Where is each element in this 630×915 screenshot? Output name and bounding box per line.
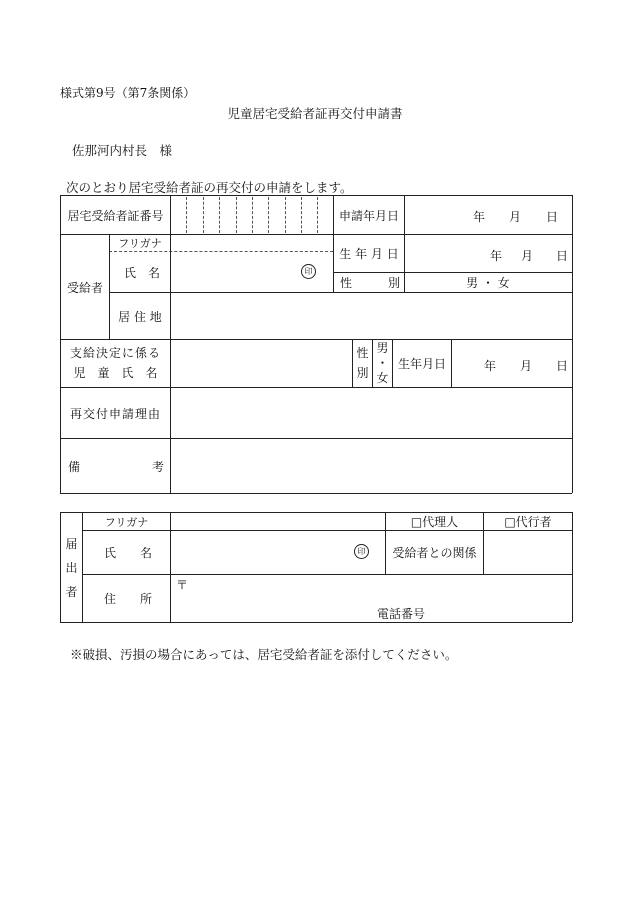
digit-divider (317, 197, 318, 233)
digit-divider (301, 197, 302, 233)
applicant-label-char: 者 (65, 584, 78, 599)
child-birth-field[interactable] (452, 340, 571, 387)
applicant-label (61, 513, 82, 622)
remarks-label (68, 439, 164, 493)
addressee: 佐那河内村長 様 (72, 143, 173, 158)
applicant-name-label-part: 名 (139, 546, 152, 560)
relation-field[interactable] (484, 531, 572, 574)
child-sex-dot: ・ (376, 356, 389, 370)
residence-label: 居 住 地 (118, 309, 162, 324)
child-name-label (61, 340, 170, 387)
digit-divider (186, 197, 187, 233)
applicant-address-label-part: 住 (104, 592, 117, 606)
child-sex-label-part: 性 (356, 346, 369, 361)
applicant-label-char: 出 (65, 560, 78, 575)
digit-divider (268, 197, 269, 233)
sex-options[interactable]: 男 ・ 女 (466, 276, 510, 290)
remarks-label-part: 考 (151, 459, 164, 474)
sex-label (340, 273, 400, 292)
app-date-day: 日 (546, 210, 559, 224)
name-label-part: 名 (147, 265, 160, 280)
intro-text: 次のとおり居宅受給者証の再交付の申請をします。 (66, 180, 353, 195)
child-label-line: 児 童 氏 名 (73, 365, 158, 380)
application-date-label: 申請年月日 (338, 208, 399, 223)
applicant-address-label-part: 所 (139, 592, 152, 606)
application-date-field[interactable] (405, 196, 571, 234)
birth-date-label: 生 年 月 日 (339, 247, 399, 261)
seal-mark-icon: 印 (301, 264, 316, 279)
child-birth-day: 日 (556, 359, 569, 373)
recipient-label: 受給者 (66, 280, 103, 295)
child-sex-male: 男 (376, 341, 389, 355)
applicant-furigana-label: フリガナ (104, 515, 149, 529)
birth-date-month: 月 (521, 249, 534, 263)
digit-divider (252, 197, 253, 233)
applicant-name-label (104, 531, 152, 574)
child-name-field[interactable] (171, 340, 352, 387)
name-label-part: 氏 (124, 265, 137, 280)
residence-field[interactable] (171, 293, 571, 339)
applicant-seal-icon: 印 (354, 544, 369, 559)
child-label-line: 支給決定に係る (69, 346, 161, 361)
digit-divider (219, 197, 220, 233)
child-birth-year: 年 (484, 359, 497, 373)
reissue-reason-field[interactable] (171, 388, 571, 438)
table1-border-bottom (60, 493, 572, 494)
form-number: 様式第9号（第7条関係） (60, 86, 196, 100)
relation-label: 受給者との関係 (392, 546, 477, 560)
digit-divider (236, 197, 237, 233)
applicant-furigana-field[interactable] (171, 513, 385, 530)
table2-border-bottom (60, 622, 572, 623)
table1-border-right (572, 195, 573, 493)
app-date-month: 月 (509, 210, 522, 224)
child-sex-female: 女 (376, 371, 389, 385)
sex-label-part: 別 (387, 276, 400, 290)
applicant-address-field[interactable] (171, 575, 571, 622)
footer-note: ※破損、汚損の場合にあっては、居宅受給者証を添付してください。 (70, 647, 458, 662)
proxy-checkbox[interactable]: □代行者 (504, 515, 552, 529)
cert-number-label: 居宅受給者証番号 (67, 208, 164, 223)
furigana-field[interactable] (171, 235, 333, 251)
digit-divider (285, 197, 286, 233)
child-sex-options[interactable] (373, 340, 392, 387)
reissue-reason-label: 再交付申請理由 (69, 406, 161, 421)
applicant-label-char: 届 (65, 536, 78, 551)
postal-mark: 〒 (176, 578, 189, 592)
child-birth-month: 月 (520, 359, 533, 373)
applicant-name-field[interactable] (171, 531, 385, 574)
child-sex-label (353, 340, 372, 387)
child-birth-label: 生年月日 (397, 357, 446, 371)
birth-date-day: 日 (556, 249, 569, 263)
document-title: 児童居宅受給者証再交付申請書 (227, 106, 403, 121)
app-date-year: 年 (473, 210, 486, 224)
remarks-field[interactable] (171, 439, 571, 493)
remarks-label-part: 備 (68, 459, 81, 474)
furigana-label: フリガナ (118, 237, 162, 250)
table2-border-right (572, 512, 573, 622)
name-label (124, 252, 160, 292)
birth-date-field[interactable] (405, 235, 571, 272)
applicant-name-label-part: 氏 (104, 546, 117, 560)
child-sex-label-part: 別 (356, 365, 369, 380)
agent-checkbox[interactable]: □代理人 (410, 515, 459, 529)
phone-label: 電話番号 (377, 607, 426, 621)
applicant-address-label (104, 575, 152, 622)
birth-date-year: 年 (490, 249, 503, 263)
digit-divider (203, 197, 204, 233)
sex-label-part: 性 (340, 276, 353, 290)
